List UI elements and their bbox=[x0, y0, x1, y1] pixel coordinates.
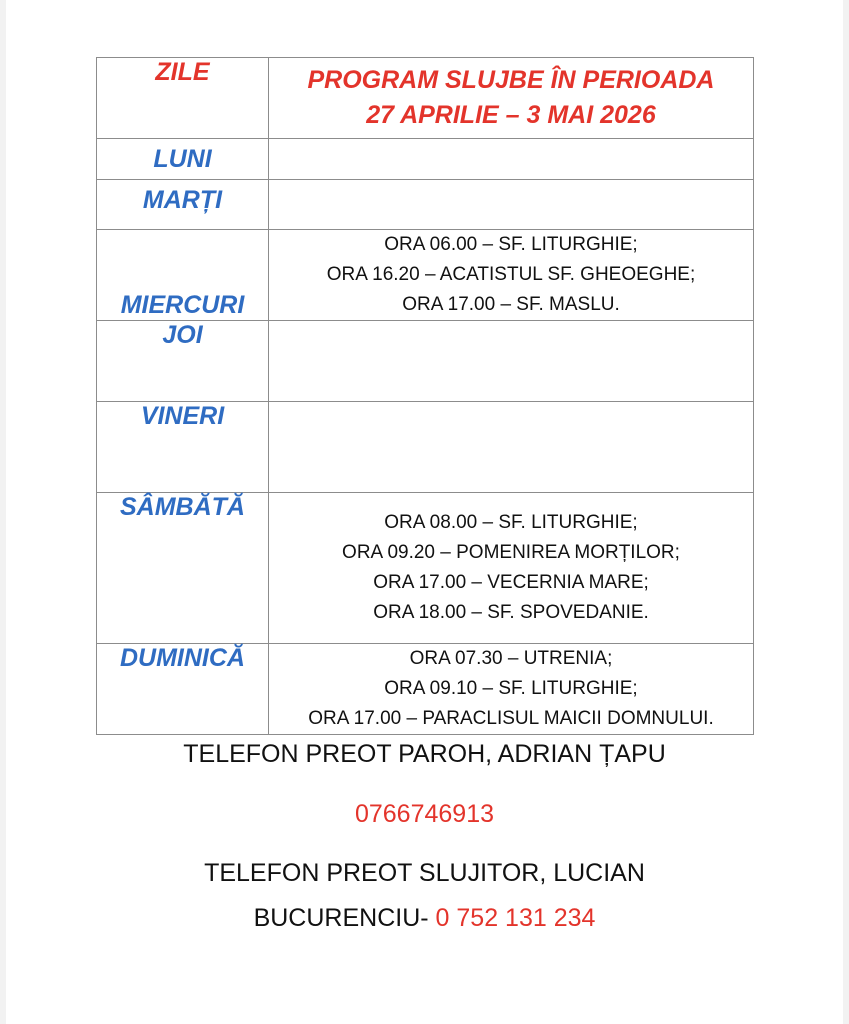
day-name: LUNI bbox=[97, 139, 269, 180]
serving-priest-line bbox=[96, 904, 753, 933]
day-row-tuesday bbox=[97, 180, 754, 230]
day-name: JOI bbox=[97, 321, 269, 402]
schedule-table bbox=[96, 57, 754, 735]
day-services bbox=[269, 644, 754, 735]
days-column-header: ZILE bbox=[97, 58, 269, 139]
day-services bbox=[269, 230, 754, 321]
day-row-monday bbox=[97, 139, 754, 180]
header-row bbox=[97, 58, 754, 139]
day-row-sunday bbox=[97, 644, 754, 735]
day-services-empty bbox=[269, 321, 754, 402]
day-services-empty bbox=[269, 139, 754, 180]
service-line: ORA 09.20 – POMENIREA MORȚILOR; bbox=[342, 542, 680, 563]
day-name: SÂMBĂTĂ bbox=[97, 493, 269, 644]
day-row-friday bbox=[97, 402, 754, 493]
day-services bbox=[269, 493, 754, 644]
service-line: ORA 08.00 – SF. LITURGHIE; bbox=[384, 512, 638, 533]
day-name: VINERI bbox=[97, 402, 269, 493]
day-name: MARȚI bbox=[97, 180, 269, 230]
service-line: ORA 18.00 – SF. SPOVEDANIE. bbox=[373, 602, 649, 623]
service-line: ORA 07.30 – UTRENIA; bbox=[409, 648, 613, 669]
day-row-thursday bbox=[97, 321, 754, 402]
day-row-saturday bbox=[97, 493, 754, 644]
day-name: MIERCURI bbox=[97, 230, 269, 321]
program-title-line2: 27 APRILIE – 3 MAI 2026 bbox=[366, 101, 656, 129]
service-line: ORA 17.00 – VECERNIA MARE; bbox=[373, 572, 649, 593]
service-line: ORA 17.00 – SF. MASLU. bbox=[402, 294, 620, 315]
serving-priest-label: TELEFON PREOT SLUJITOR, LUCIAN bbox=[204, 859, 645, 887]
parish-priest-label: TELEFON PREOT PAROH, ADRIAN ȚAPU bbox=[183, 740, 666, 768]
program-column-header bbox=[269, 58, 754, 139]
parish-priest-phone[interactable]: 0766746913 bbox=[354, 800, 495, 828]
day-row-wednesday bbox=[97, 230, 754, 321]
service-line: ORA 09.10 – SF. LITURGHIE; bbox=[384, 678, 638, 699]
program-title-line1: PROGRAM SLUJBE ÎN PERIOADA bbox=[307, 66, 715, 94]
serving-priest-surname: BUCURENCIU- bbox=[253, 904, 436, 932]
day-services-empty bbox=[269, 402, 754, 493]
day-services-empty bbox=[269, 180, 754, 230]
day-name: DUMINICĂ bbox=[97, 644, 269, 735]
service-line: ORA 17.00 – PARACLISUL MAICII DOMNULUI. bbox=[308, 708, 714, 729]
service-line: ORA 16.20 – ACATISTUL SF. GHEOEGHE; bbox=[326, 264, 696, 285]
service-line: ORA 06.00 – SF. LITURGHIE; bbox=[384, 234, 638, 255]
serving-priest-phone[interactable]: 0 752 131 234 bbox=[435, 904, 596, 932]
